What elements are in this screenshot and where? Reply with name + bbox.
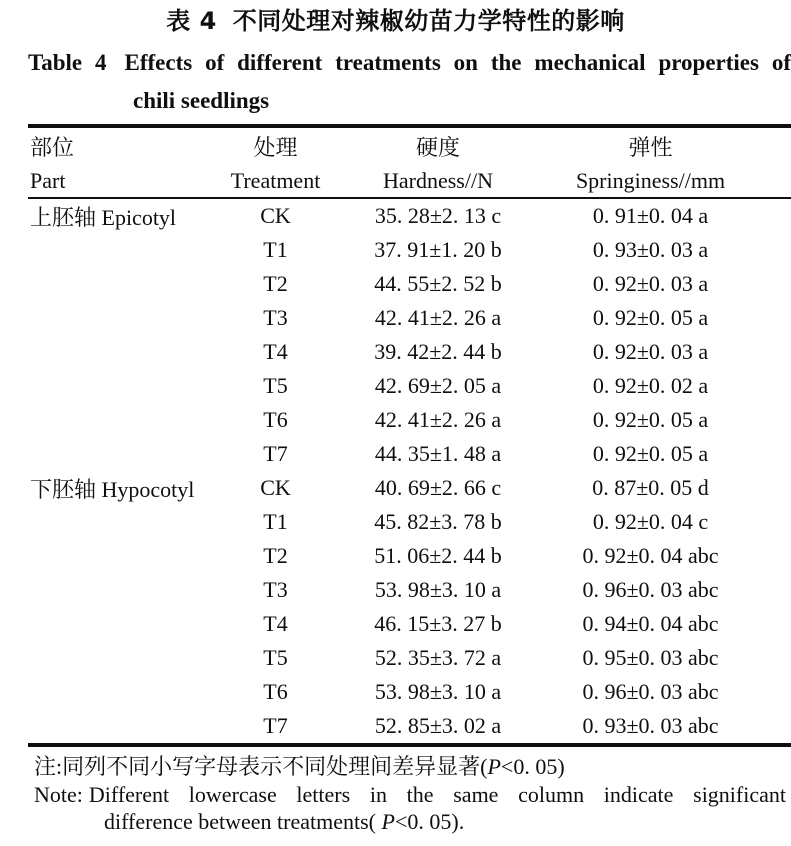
note-en2-text: difference between treatments( <box>104 809 382 834</box>
springiness-cell: 0. 96±0. 03 abc <box>582 577 719 602</box>
header-hardness-zh: 硬度 <box>415 134 460 160</box>
treatment-cell: T6 <box>263 407 288 432</box>
note-zh-p-italic: P <box>487 754 501 779</box>
hardness-cell: 52. 85±3. 02 a <box>374 713 502 738</box>
header-hardness-en: Hardness//N <box>383 167 493 193</box>
hardness-cell: 42. 41±2. 26 a <box>374 305 502 330</box>
table-row <box>28 335 791 369</box>
hardness-cell: 35. 28±2. 13 c <box>374 203 502 228</box>
table-row <box>28 403 791 437</box>
springiness-cell: 0. 92±0. 04 abc <box>582 543 719 568</box>
hardness-cell: 52. 35±3. 72 a <box>374 645 502 670</box>
springiness-cell: 0. 95±0. 03 abc <box>582 645 719 670</box>
hardness-cell: 46. 15±3. 27 b <box>374 611 502 636</box>
treatment-cell: T3 <box>263 305 288 330</box>
treatment-cell: T4 <box>263 611 288 636</box>
part-cell <box>28 607 213 641</box>
hardness-cell: 42. 69±2. 05 a <box>374 373 502 398</box>
springiness-cell: 0. 92±0. 04 c <box>592 509 709 534</box>
part-cell <box>28 675 213 709</box>
treatment-cell: CK <box>260 203 291 228</box>
table-row <box>28 437 791 471</box>
table-row <box>28 709 791 745</box>
table-row <box>28 607 791 641</box>
part-cell <box>28 301 213 335</box>
springiness-cell: 0. 92±0. 05 a <box>592 407 709 432</box>
mechanical-properties-table <box>28 124 791 747</box>
table-row <box>28 369 791 403</box>
table-title-en-text: Effects of different treatments on the mechanical properties of <box>124 50 791 75</box>
note-zh-tail: <0. 05) <box>500 754 565 779</box>
part-cell <box>28 573 213 607</box>
table-body <box>28 198 791 745</box>
treatment-cell: T5 <box>263 373 288 398</box>
hardness-cell: 37. 91±1. 20 b <box>374 237 502 262</box>
part-cell <box>28 369 213 403</box>
hardness-cell: 42. 41±2. 26 a <box>374 407 502 432</box>
part-cell <box>28 403 213 437</box>
header-part-en: Part <box>30 167 66 193</box>
part-cell: 下胚轴 Hypocotyl <box>30 476 195 502</box>
treatment-cell: T3 <box>263 577 288 602</box>
part-cell <box>28 641 213 675</box>
hardness-cell: 53. 98±3. 10 a <box>374 679 502 704</box>
treatment-cell: T7 <box>263 713 288 738</box>
header-row-zh <box>28 126 791 164</box>
table-row <box>28 641 791 675</box>
hardness-cell: 44. 35±1. 48 a <box>374 441 502 466</box>
hardness-cell: 51. 06±2. 44 b <box>374 543 502 568</box>
part-cell <box>28 709 213 745</box>
springiness-cell: 0. 93±0. 03 abc <box>582 713 719 738</box>
note-en-line1 <box>34 781 786 808</box>
hardness-cell: 53. 98±3. 10 a <box>374 577 502 602</box>
header-springiness-zh: 弹性 <box>628 134 673 160</box>
header-treatment-en: Treatment <box>230 167 321 193</box>
springiness-cell: 0. 92±0. 05 a <box>592 305 709 330</box>
table-row <box>28 675 791 709</box>
table-row <box>28 573 791 607</box>
treatment-cell: T6 <box>263 679 288 704</box>
springiness-cell: 0. 91±0. 04 a <box>592 203 709 228</box>
note-zh <box>34 752 786 781</box>
treatment-cell: T4 <box>263 339 288 364</box>
table-title-zh <box>0 0 791 36</box>
table-row <box>28 267 791 301</box>
treatment-cell: CK <box>260 475 291 500</box>
treatment-cell: T2 <box>263 543 288 568</box>
springiness-cell: 0. 92±0. 03 a <box>592 339 709 364</box>
note-en2-tail: <0. 05). <box>394 809 465 834</box>
springiness-cell: 0. 92±0. 05 a <box>592 441 709 466</box>
hardness-cell: 40. 69±2. 66 c <box>374 475 502 500</box>
table-title-en-line2: chili seedlings <box>133 88 270 113</box>
header-row-en <box>28 164 791 198</box>
header-treatment-zh: 处理 <box>253 134 298 160</box>
table-row <box>28 505 791 539</box>
treatment-cell: T2 <box>263 271 288 296</box>
table-row <box>28 471 791 505</box>
note-zh-text: 注:同列不同小写字母表示不同处理间差异显著( <box>34 754 488 779</box>
part-cell <box>28 505 213 539</box>
part-cell <box>28 539 213 573</box>
table-row <box>28 198 791 233</box>
table-title-zh-text: 不同处理对辣椒幼苗力学特性的影响 <box>232 7 625 35</box>
note-en-p-italic: P <box>381 809 395 834</box>
table-row <box>28 233 791 267</box>
table-header <box>28 126 791 198</box>
table-number-zh: 表 4 <box>166 7 217 35</box>
part-cell <box>28 267 213 301</box>
treatment-cell: T7 <box>263 441 288 466</box>
table-title-en-line1 <box>28 48 791 78</box>
part-cell <box>28 437 213 471</box>
table-title-en <box>28 48 791 116</box>
treatment-cell: T1 <box>263 509 288 534</box>
springiness-cell: 0. 92±0. 03 a <box>592 271 709 296</box>
note-en-label: Note: <box>34 782 83 807</box>
hardness-cell: 45. 82±3. 78 b <box>374 509 502 534</box>
note-en-text: Different lowercase letters in the same column indicate significant <box>88 782 786 807</box>
header-part-zh: 部位 <box>30 134 75 160</box>
hardness-cell: 39. 42±2. 44 b <box>374 339 502 364</box>
springiness-cell: 0. 96±0. 03 abc <box>582 679 719 704</box>
table-footnote <box>34 752 786 835</box>
treatment-cell: T5 <box>263 645 288 670</box>
springiness-cell: 0. 93±0. 03 a <box>592 237 709 262</box>
springiness-cell: 0. 87±0. 05 d <box>592 475 709 500</box>
part-cell <box>28 335 213 369</box>
table-row <box>28 301 791 335</box>
part-cell: 上胚轴 Epicotyl <box>30 204 177 230</box>
springiness-cell: 0. 94±0. 04 abc <box>582 611 719 636</box>
hardness-cell: 44. 55±2. 52 b <box>374 271 502 296</box>
table-number-en: Table 4 <box>28 50 107 75</box>
header-springiness-en: Springiness//mm <box>575 167 726 193</box>
part-cell <box>28 233 213 267</box>
treatment-cell: T1 <box>263 237 288 262</box>
note-en-line2 <box>34 808 786 835</box>
springiness-cell: 0. 92±0. 02 a <box>592 373 709 398</box>
table-row <box>28 539 791 573</box>
